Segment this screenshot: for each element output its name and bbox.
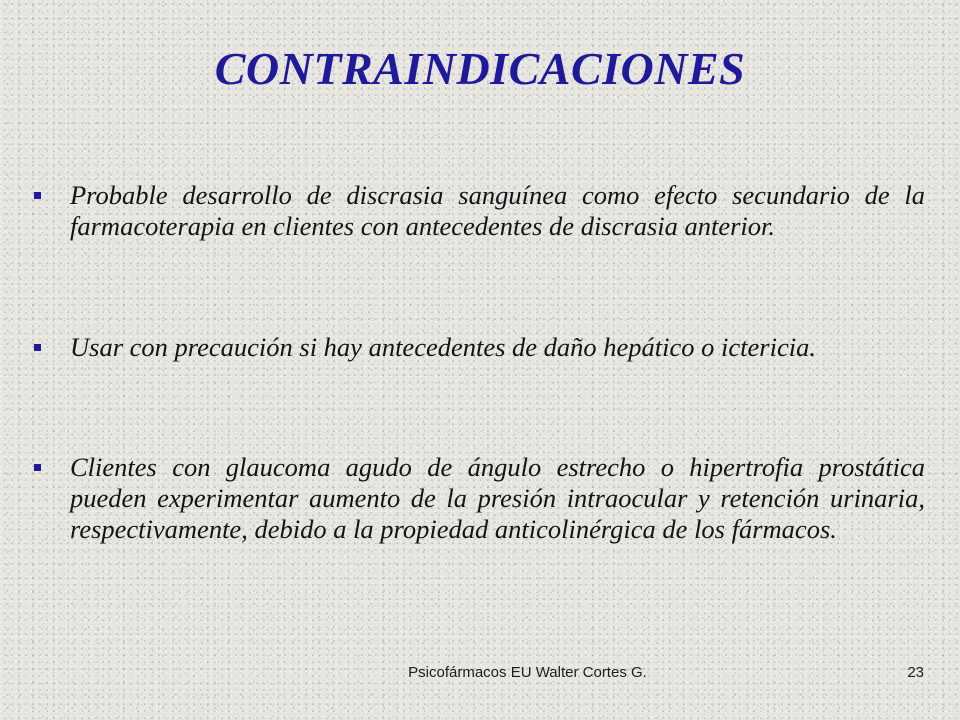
square-bullet-icon: [34, 464, 41, 471]
slide-title: CONTRAINDICACIONES: [214, 43, 746, 94]
page-number: 23: [907, 664, 924, 681]
bullet-item-hepatic-damage: [70, 332, 925, 363]
bullet-item-blood-dyscrasia: [70, 180, 925, 242]
bullet-text: Clientes con glaucoma agudo de ángulo estrecho o hipertrofia prostática pueden experimentar aumento de la presión intraocular y retención urinaria, respectivamente, debido a la propiedad anticolinérgica de los fármacos.: [70, 452, 925, 544]
square-bullet-icon: [34, 192, 41, 199]
bullet-text: Probable desarrollo de discrasia sanguínea como efecto secundario de la farmacoterapia en clientes con antecedentes de discrasia anterior.: [70, 180, 925, 241]
square-bullet-icon: [34, 344, 41, 351]
slide-footer: Psicofármacos EU Walter Cortes G.: [408, 664, 647, 681]
bullet-item-glaucoma: [70, 452, 925, 545]
bullet-text: Usar con precaución si hay antecedentes de daño hepático o ictericia.: [70, 332, 816, 362]
